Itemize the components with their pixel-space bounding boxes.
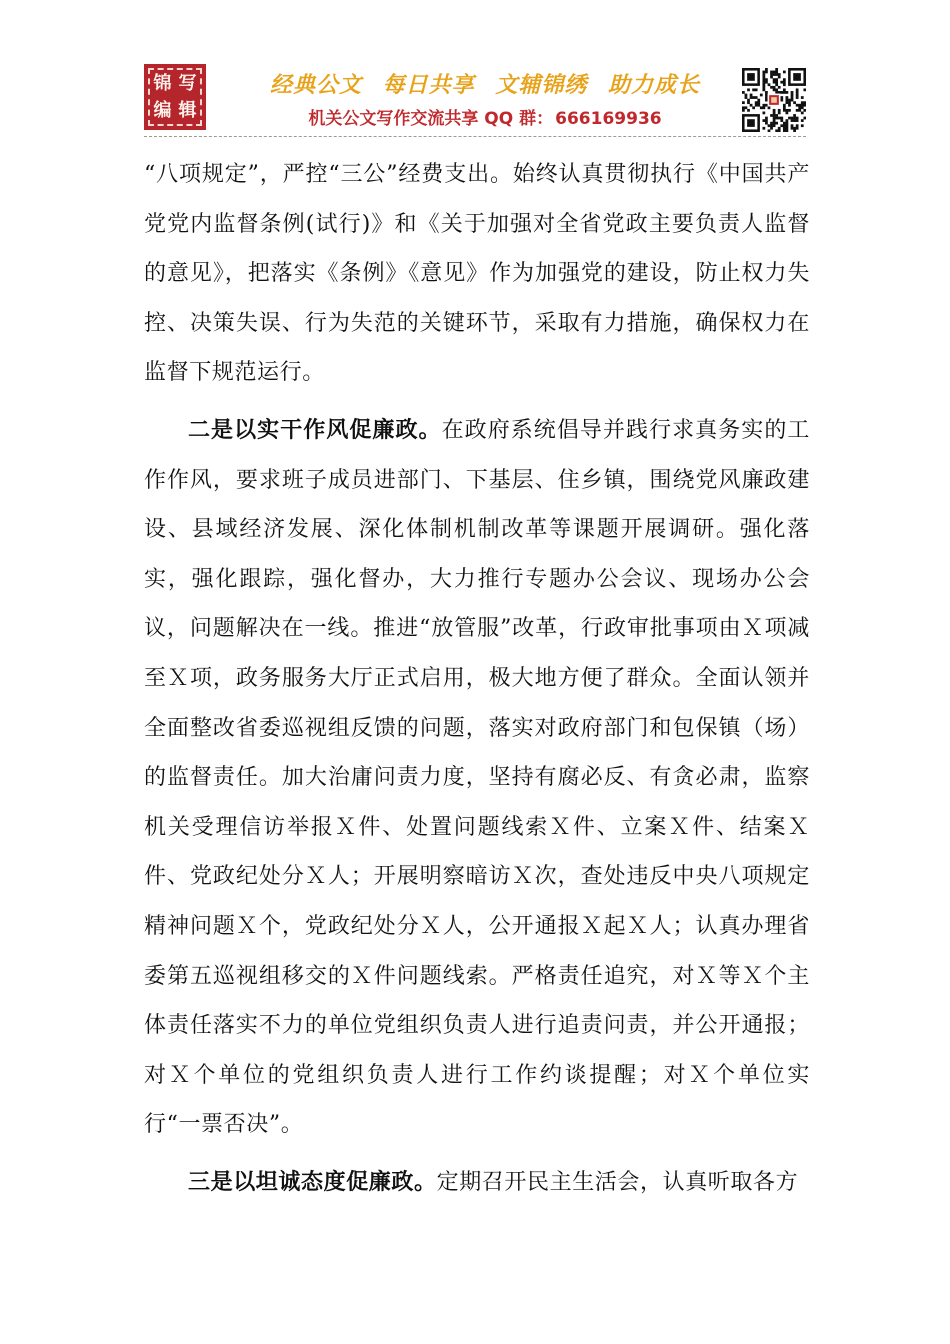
- seal-char: 辑: [178, 99, 197, 121]
- qq-number: 666169936: [555, 109, 662, 129]
- paragraph-text: 在政府系统倡导并践行求真务实的工作作风，要求班子成员进部门、下基层、住乡镇，围绕党风廉政建设、县域经济发展、深化体制机制改革等课题开展调研。强化落实，强化跟踪，强化督办，大力推行专题办公会议、现场办公会议，问题解决在一线。推进“放管服”改革，行政审批事项由Ｘ项减至Ｘ项，政务服务大厅正式启用，极大地方便了群众。全面认领并全面整改省委巡视组反馈的问题，落实对政府部门和包保镇（场）的监督责任。加大治庸问责力度，坚持有腐必反、有贪必肃，监察机关受理信访举报Ｘ件、处置问题线索Ｘ件、立案Ｘ件、结案Ｘ件、党政纪处分Ｘ人；开展明察暗访Ｘ次，查处违反中央八项规定精神问题Ｘ个，党政纪处分Ｘ人，公开通报Ｘ起Ｘ人；认真办理省委第五巡视组移交的Ｘ件问题线索。严格责任追究，对Ｘ等Ｘ个主体责任落实不力的单位党组织负责人进行追责问责，并公开通报；对Ｘ个单位的党组织负责人进行工作约谈提醒；对Ｘ个单位实行“一票否决”。: [144, 417, 810, 1138]
- qq-label: 机关公文写作交流共享 QQ 群：: [308, 109, 554, 129]
- qr-code-icon: [742, 68, 806, 132]
- paragraph-lead: 二是以实干作风促廉政。: [188, 416, 442, 443]
- seal-char: 写: [178, 72, 197, 94]
- header-banner: [0, 0, 950, 140]
- seal-char: 锦: [153, 72, 172, 94]
- seal-char: 编: [153, 99, 172, 121]
- header-slogan: [225, 68, 745, 99]
- slogan-word: 文辅锦绣: [495, 73, 588, 98]
- document-body: [144, 150, 810, 1207]
- paragraph: [144, 1158, 810, 1208]
- seal-logo: [144, 64, 206, 130]
- qq-group-line: [225, 104, 745, 129]
- paragraph: “八项规定”，严控“三公”经费支出。始终认真贯彻执行《中国共产党党内监督条例(试行)》和《关于加强对全省党政主要负责人监督的意见》，把落实《条例》《意见》作为加强党的建设，防止权力失控、决策失误、行为失范的关键环节，采取有力措施，确保权力在监督下规范运行。: [144, 162, 810, 386]
- header-divider: [144, 136, 806, 137]
- slogan-word: 助力成长: [608, 73, 701, 98]
- paragraph: [144, 406, 810, 1150]
- paragraph-text: 定期召开民主生活会，认真听取各方: [436, 1169, 799, 1195]
- paragraph-lead: 三是以坦诚态度促廉政。: [188, 1168, 437, 1195]
- slogan-word: 经典公文: [269, 73, 362, 98]
- slogan-word: 每日共享: [382, 73, 475, 98]
